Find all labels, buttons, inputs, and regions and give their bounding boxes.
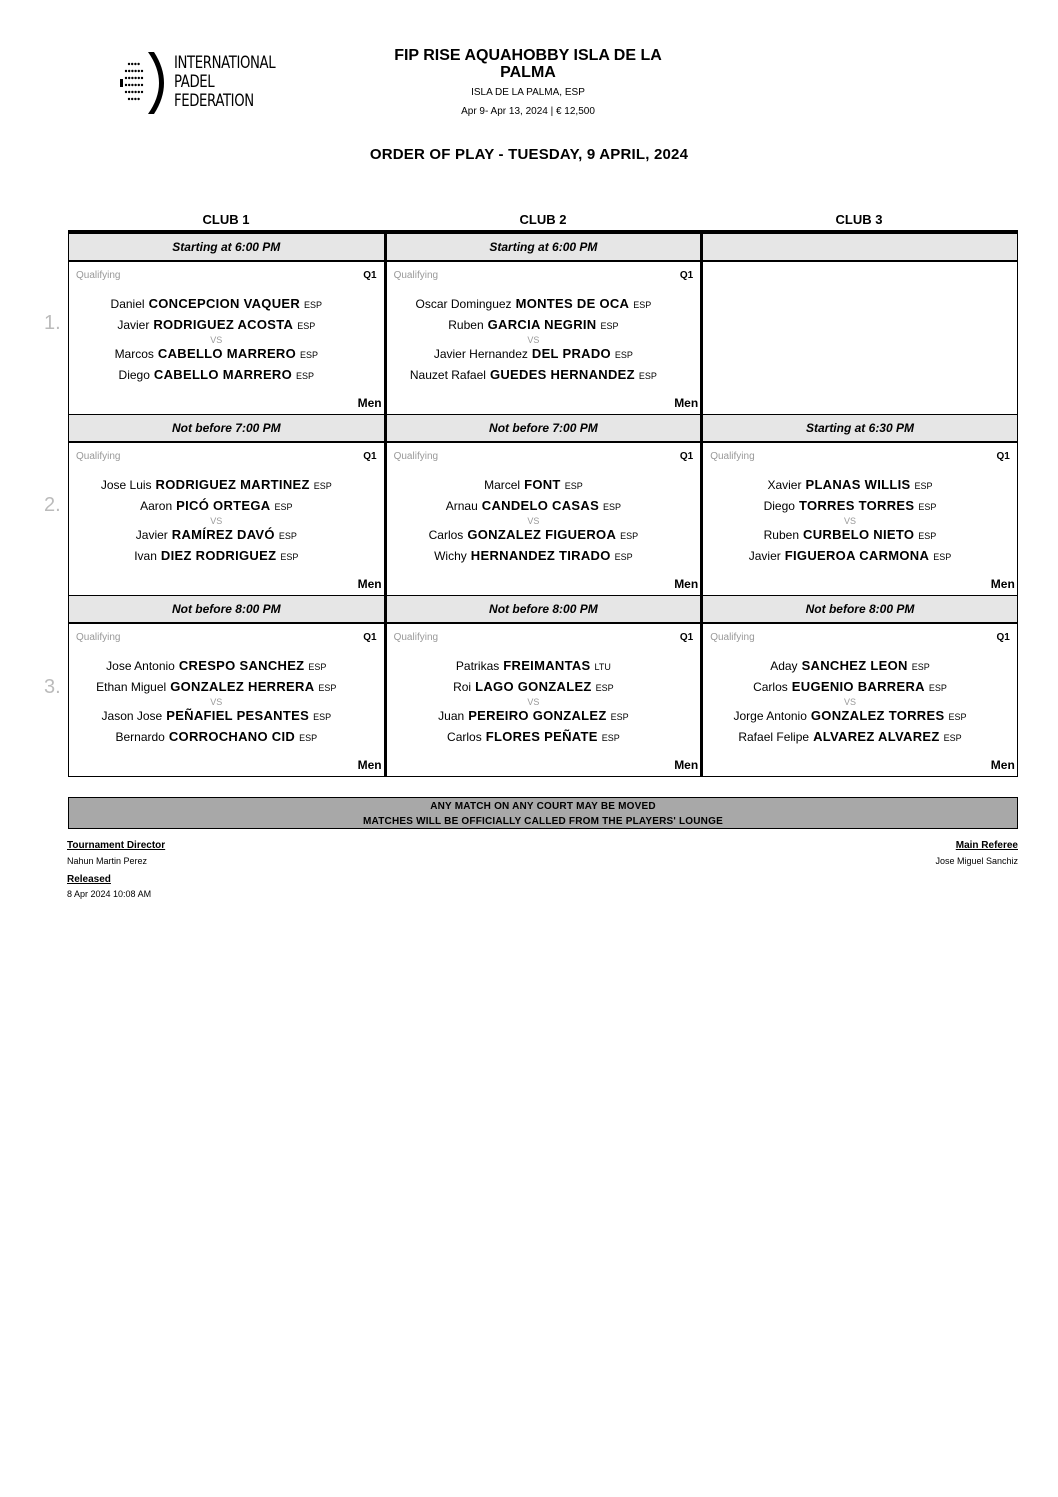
draw-gender: Men — [990, 758, 1015, 772]
player — [69, 525, 364, 546]
vs-label: VS — [210, 516, 223, 526]
player-first-name: Xavier — [767, 478, 802, 492]
player-first-name: Roi — [453, 680, 472, 694]
player-last-name: CANDELO CASAS — [481, 498, 600, 513]
player — [387, 706, 681, 727]
referee-label: Main Referee — [955, 840, 1018, 851]
player-country: ESP — [278, 531, 297, 541]
match-cell — [68, 261, 385, 415]
player-last-name: MONTES DE OCA — [515, 296, 630, 311]
player-first-name: Wichy — [434, 549, 467, 563]
player-last-name: GUEDES HERNANDEZ — [489, 367, 635, 382]
player — [69, 546, 364, 567]
player-first-name: Marcos — [114, 347, 154, 361]
player — [387, 315, 681, 336]
player-country: ESP — [308, 662, 327, 672]
tournament-title: FIP RISE AQUAHOBBY ISLA DE LA PALMA — [394, 47, 662, 81]
player-country: ESP — [280, 552, 299, 562]
player-first-name: Javier Hernandez — [433, 347, 528, 361]
player-country: ESP — [313, 712, 332, 722]
player — [69, 656, 364, 677]
vs-label: VS — [527, 697, 540, 707]
order-of-play-title: ORDER OF PLAY - TUESDAY, 9 APRIL, 2024 — [369, 146, 689, 163]
start-time: Not before 7:00 PM — [68, 415, 385, 442]
player-country: ESP — [638, 371, 657, 381]
player-country: ESP — [620, 531, 639, 541]
logo-line: FEDERATION — [174, 91, 254, 111]
player-country: LTU — [594, 662, 611, 672]
round-label: Qualifying — [393, 270, 439, 281]
player — [69, 365, 364, 386]
draw-gender: Men — [674, 758, 699, 772]
vs-label: VS — [843, 697, 856, 707]
player-first-name: Ethan Miguel — [96, 680, 167, 694]
player-first-name: Carlos — [447, 730, 482, 744]
player — [69, 496, 364, 517]
player-first-name: Jason Jose — [101, 709, 163, 723]
start-time: Not before 8:00 PM — [701, 596, 1018, 623]
player — [387, 294, 681, 315]
notice-line: ANY MATCH ON ANY COURT MAY BE MOVED — [430, 801, 656, 812]
player-last-name: EUGENIO BARRERA — [791, 679, 925, 694]
round-label: Qualifying — [76, 451, 121, 462]
start-time: Not before 8:00 PM — [68, 596, 385, 623]
match-row — [68, 442, 1018, 596]
match-row — [68, 261, 1018, 415]
schedule-grid — [68, 230, 1018, 777]
player-first-name: Daniel — [110, 297, 145, 311]
player-country: ESP — [300, 350, 319, 360]
match-cell — [385, 623, 702, 777]
player-last-name: GONZALEZ FIGUEROA — [467, 527, 617, 542]
player-last-name: CRESPO SANCHEZ — [178, 658, 305, 673]
court-header: CLUB 1 — [202, 212, 250, 227]
player-last-name: GONZALEZ HERRERA — [170, 679, 315, 694]
player — [703, 525, 997, 546]
player-country: ESP — [600, 321, 619, 331]
player — [703, 706, 997, 727]
player-last-name: FREIMANTAS — [503, 658, 591, 673]
player — [69, 344, 364, 365]
player — [703, 656, 997, 677]
round-code: Q1 — [679, 270, 694, 281]
released-date: 8 Apr 2024 10:08 AM — [67, 889, 152, 899]
released-label: Released — [67, 874, 111, 885]
vs-label: VS — [843, 516, 856, 526]
round-code: Q1 — [996, 451, 1010, 462]
start-time: Starting at 6:00 PM — [68, 234, 385, 261]
player-last-name: DEL PRADO — [531, 346, 611, 361]
player-last-name: CONCEPCION VAQUER — [148, 296, 301, 311]
player-first-name: Carlos — [753, 680, 788, 694]
player-first-name: Arnau — [445, 499, 478, 513]
player-first-name: Javier — [117, 318, 150, 332]
row-number: 3. — [44, 676, 61, 698]
match-cell — [385, 261, 702, 415]
court-header: CLUB 2 — [519, 212, 567, 227]
player — [387, 727, 681, 748]
vs-label: VS — [210, 335, 223, 345]
director-name: Nahun Martin Perez — [67, 856, 148, 866]
row-number: 1. — [44, 312, 61, 334]
player-first-name: Nauzet Rafael — [409, 368, 486, 382]
player-country: ESP — [933, 552, 952, 562]
player-first-name: Jose Antonio — [106, 659, 175, 673]
player-last-name: FLORES PEÑATE — [485, 729, 598, 744]
court-header: CLUB 3 — [835, 212, 883, 227]
player-country: ESP — [633, 300, 652, 310]
vs-label: VS — [527, 335, 540, 345]
round-code: Q1 — [363, 451, 377, 462]
player-last-name: CABELLO MARRERO — [157, 346, 297, 361]
player-country: ESP — [918, 502, 937, 512]
player-last-name: FIGUEROA CARMONA — [784, 548, 930, 563]
player-country: ESP — [601, 733, 620, 743]
player — [387, 344, 681, 365]
player — [387, 656, 681, 677]
player-last-name: HERNANDEZ TIRADO — [470, 548, 611, 563]
match-cell — [701, 442, 1018, 596]
tournament-dates: Apr 9- Apr 13, 2024 | € 12,500 — [461, 106, 595, 117]
round-code: Q1 — [363, 270, 377, 281]
round-label: Qualifying — [76, 270, 121, 281]
player — [387, 677, 681, 698]
player — [69, 677, 364, 698]
player-first-name: Aday — [770, 659, 798, 673]
start-time: Not before 7:00 PM — [385, 415, 702, 442]
player-first-name: Aaron — [140, 499, 173, 513]
player — [387, 525, 681, 546]
player — [387, 546, 681, 567]
player-country: ESP — [274, 502, 293, 512]
draw-gender: Men — [674, 396, 699, 410]
player — [69, 727, 364, 748]
ipf-logo — [118, 50, 288, 116]
start-time: Starting at 6:00 PM — [385, 234, 702, 261]
player-last-name: LAGO GONZALEZ — [475, 679, 592, 694]
player-first-name: Diego — [118, 368, 150, 382]
player-last-name: CABELLO MARRERO — [153, 367, 293, 382]
player-first-name: Juan — [438, 709, 465, 723]
player-last-name: RAMÍREZ DAVÓ — [171, 527, 275, 542]
player-last-name: CORROCHANO CID — [168, 729, 296, 744]
player-last-name: ALVAREZ ALVAREZ — [813, 729, 940, 744]
player-last-name: TORRES TORRES — [798, 498, 915, 513]
player-country: ESP — [297, 321, 316, 331]
player-country: ESP — [614, 552, 633, 562]
player-last-name: PEÑAFIEL PESANTES — [166, 708, 310, 723]
player-country: ESP — [948, 712, 967, 722]
time-row — [68, 415, 1018, 442]
start-time: Not before 8:00 PM — [385, 596, 702, 623]
round-label: Qualifying — [393, 451, 439, 462]
player — [387, 475, 681, 496]
player-country: ESP — [296, 371, 315, 381]
player — [387, 496, 681, 517]
time-row — [68, 234, 1018, 261]
player-country: ESP — [943, 733, 962, 743]
player — [387, 365, 681, 386]
player-country: ESP — [610, 712, 629, 722]
player-last-name: CURBELO NIETO — [803, 527, 915, 542]
start-time — [701, 234, 1018, 261]
player-country: ESP — [318, 683, 337, 693]
player-country: ESP — [918, 531, 937, 541]
player-last-name: RODRIGUEZ ACOSTA — [153, 317, 294, 332]
player-last-name: PICÓ ORTEGA — [176, 498, 271, 513]
player — [703, 677, 997, 698]
vs-label: VS — [210, 697, 223, 707]
time-row — [68, 596, 1018, 623]
round-label: Qualifying — [76, 632, 121, 643]
player-last-name: SANCHEZ LEON — [801, 658, 908, 673]
match-row — [68, 623, 1018, 777]
director-label: Tournament Director — [67, 840, 166, 851]
player-first-name: Oscar Dominguez — [415, 297, 512, 311]
player-first-name: Jorge Antonio — [733, 709, 807, 723]
player-country: ESP — [603, 502, 622, 512]
draw-gender: Men — [357, 577, 382, 591]
player — [69, 315, 364, 336]
player-country: ESP — [304, 300, 323, 310]
player-country: ESP — [564, 481, 583, 491]
match-cell — [385, 442, 702, 596]
player-last-name: GONZALEZ TORRES — [810, 708, 945, 723]
logo-line: PADEL — [174, 72, 215, 92]
draw-gender: Men — [357, 758, 382, 772]
round-code: Q1 — [679, 451, 694, 462]
player-country: ESP — [614, 350, 633, 360]
player-first-name: Ruben — [763, 528, 800, 542]
row-number: 2. — [44, 494, 61, 516]
player-country: ESP — [928, 683, 947, 693]
player-country: ESP — [313, 481, 332, 491]
player — [703, 496, 997, 517]
player-first-name: Patrikas — [455, 659, 500, 673]
player-first-name: Carlos — [428, 528, 464, 542]
player-first-name: Ruben — [448, 318, 484, 332]
player-country: ESP — [914, 481, 933, 491]
player-first-name: Rafael Felipe — [738, 730, 810, 744]
player-first-name: Diego — [763, 499, 795, 513]
match-cell — [701, 261, 1018, 415]
player-country: ESP — [911, 662, 930, 672]
round-code: Q1 — [363, 632, 377, 643]
player-first-name: Marcel — [484, 478, 521, 492]
draw-gender: Men — [357, 396, 382, 410]
player-first-name: Jose Luis — [100, 478, 152, 492]
player-last-name: DIEZ RODRIGUEZ — [160, 548, 277, 563]
round-code: Q1 — [679, 632, 694, 643]
logo-line: INTERNATIONAL — [174, 53, 276, 73]
round-label: Qualifying — [710, 632, 755, 643]
notice-line: MATCHES WILL BE OFFICIALLY CALLED FROM THE PLAYERS' LOUNGE — [363, 816, 723, 827]
player — [69, 706, 364, 727]
player-country: ESP — [299, 733, 318, 743]
player — [703, 475, 997, 496]
match-cell — [701, 623, 1018, 777]
player — [703, 546, 997, 567]
notice-banner — [68, 797, 1018, 829]
player-last-name: PLANAS WILLIS — [805, 477, 911, 492]
player-first-name: Bernardo — [115, 730, 165, 744]
player-last-name: FONT — [524, 477, 561, 492]
logo-ball-icon — [118, 50, 170, 116]
player-last-name: GARCIA NEGRIN — [487, 317, 597, 332]
round-code: Q1 — [996, 632, 1010, 643]
vs-label: VS — [527, 516, 540, 526]
start-time: Starting at 6:30 PM — [701, 415, 1018, 442]
draw-gender: Men — [990, 577, 1015, 591]
draw-gender: Men — [674, 577, 699, 591]
player-first-name: Javier — [135, 528, 168, 542]
match-cell — [68, 623, 385, 777]
match-cell — [68, 442, 385, 596]
player-country: ESP — [595, 683, 614, 693]
player — [703, 727, 997, 748]
player-first-name: Javier — [748, 549, 781, 563]
player-first-name: Ivan — [134, 549, 157, 563]
tournament-location: ISLA DE LA PALMA, ESP — [471, 87, 585, 98]
player — [69, 475, 364, 496]
round-label: Qualifying — [393, 632, 439, 643]
player — [69, 294, 364, 315]
player-last-name: PEREIRO GONZALEZ — [468, 708, 607, 723]
referee-name: Jose Miguel Sanchiz — [935, 856, 1018, 866]
player-last-name: RODRIGUEZ MARTINEZ — [155, 477, 310, 492]
round-label: Qualifying — [710, 451, 755, 462]
